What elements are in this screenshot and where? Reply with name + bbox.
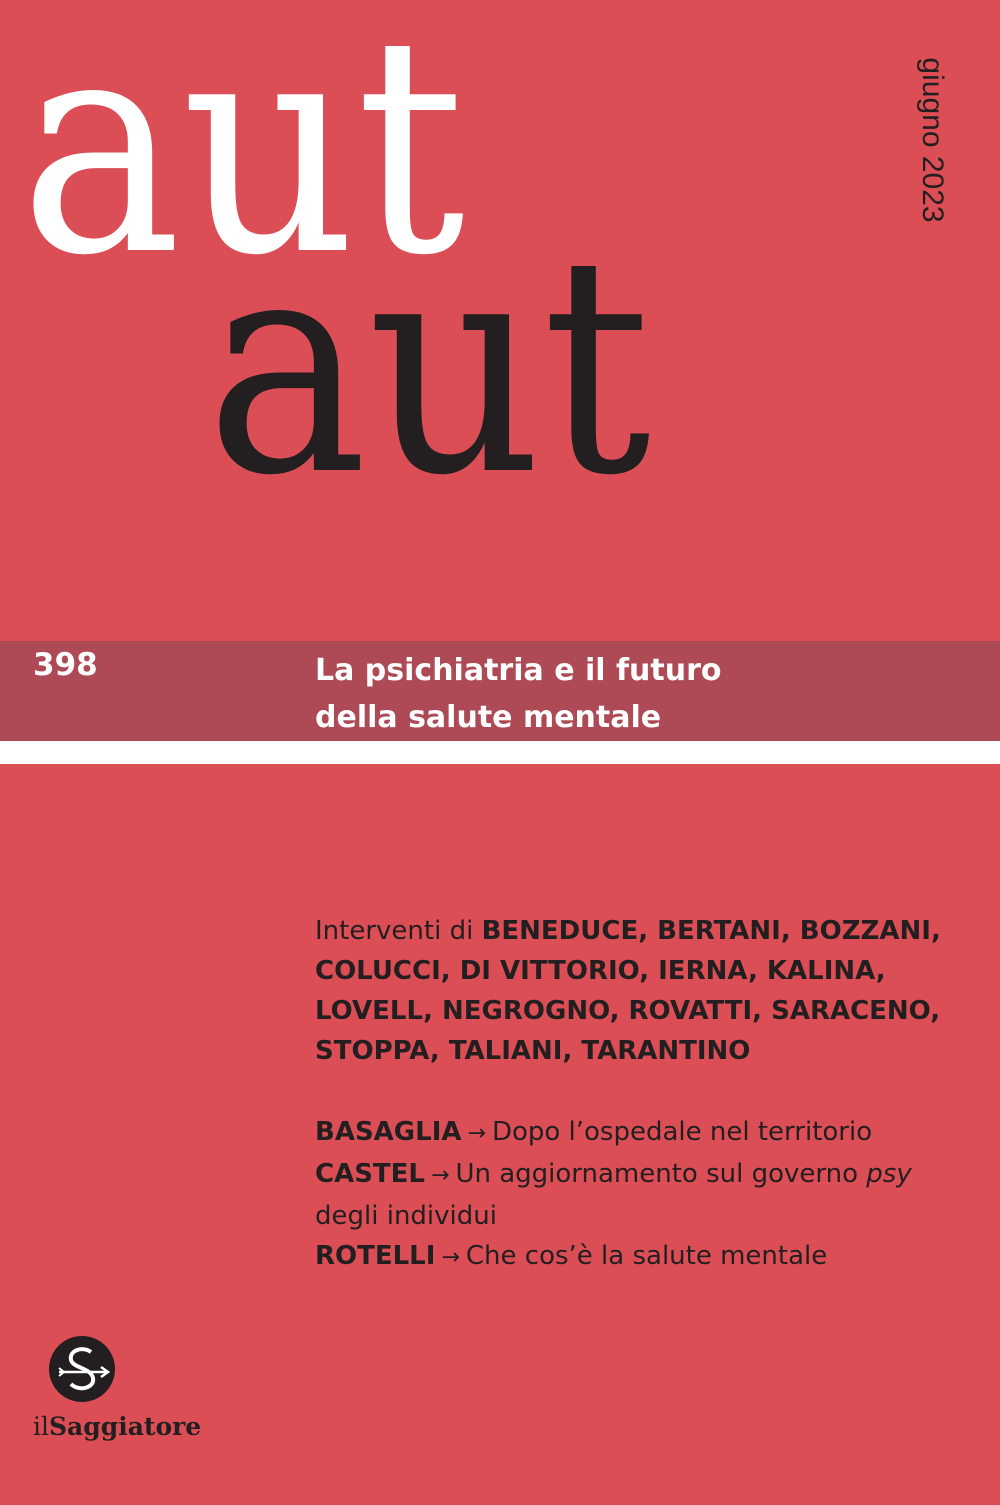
publisher-name-prefix: il [33, 1412, 49, 1441]
contributors-names: BENEDUCE, BERTANI, BOZZANI, COLUCCI, DI VITTORIO, IERNA, KALINA, LOVELL, NEGROGNO, ROVATTI, SARACENO, STOPPA, TALIANI, TARANTINO [315, 916, 941, 1066]
arrow-right-icon: → [441, 1245, 460, 1270]
wordmark-bottom: aut [206, 192, 653, 541]
essay-title-continued: degli individui [315, 1201, 497, 1231]
publisher-name-main: Saggiatore [49, 1412, 202, 1441]
saggiatore-logo-icon [49, 1336, 115, 1402]
contributors-intro: Interventi di [315, 916, 474, 946]
essay-item [315, 1112, 975, 1154]
publisher-name [33, 1412, 201, 1441]
issue-number: 398 [33, 647, 98, 683]
arrow-right-icon: → [467, 1121, 486, 1146]
publisher-logo [33, 1336, 233, 1446]
arrow-right-icon: → [431, 1163, 450, 1188]
essay-author: ROTELLI [315, 1241, 436, 1271]
essay-item [315, 1236, 975, 1278]
essay-title: Che cos’è la salute mentale [465, 1241, 828, 1271]
issue-title-line-1: La psichiatria e il futuro [315, 653, 722, 688]
essay-title: Un aggiornamento sul governo [455, 1159, 867, 1189]
white-divider [0, 741, 1000, 764]
wordmark-top: aut [20, 0, 467, 321]
essay-author: CASTEL [315, 1159, 425, 1189]
contributors-block [315, 911, 975, 1071]
essay-title: Dopo l’ospedale nel territorio [491, 1117, 873, 1147]
masthead [0, 0, 1000, 620]
essays-list [315, 1112, 975, 1278]
essay-title-italic: psy [866, 1159, 912, 1189]
essay-author: BASAGLIA [315, 1117, 462, 1147]
essay-item [315, 1154, 975, 1236]
issue-title [315, 647, 722, 741]
issue-title-line-2: della salute mentale [315, 700, 662, 735]
issue-date: giugno 2023 [916, 57, 949, 223]
